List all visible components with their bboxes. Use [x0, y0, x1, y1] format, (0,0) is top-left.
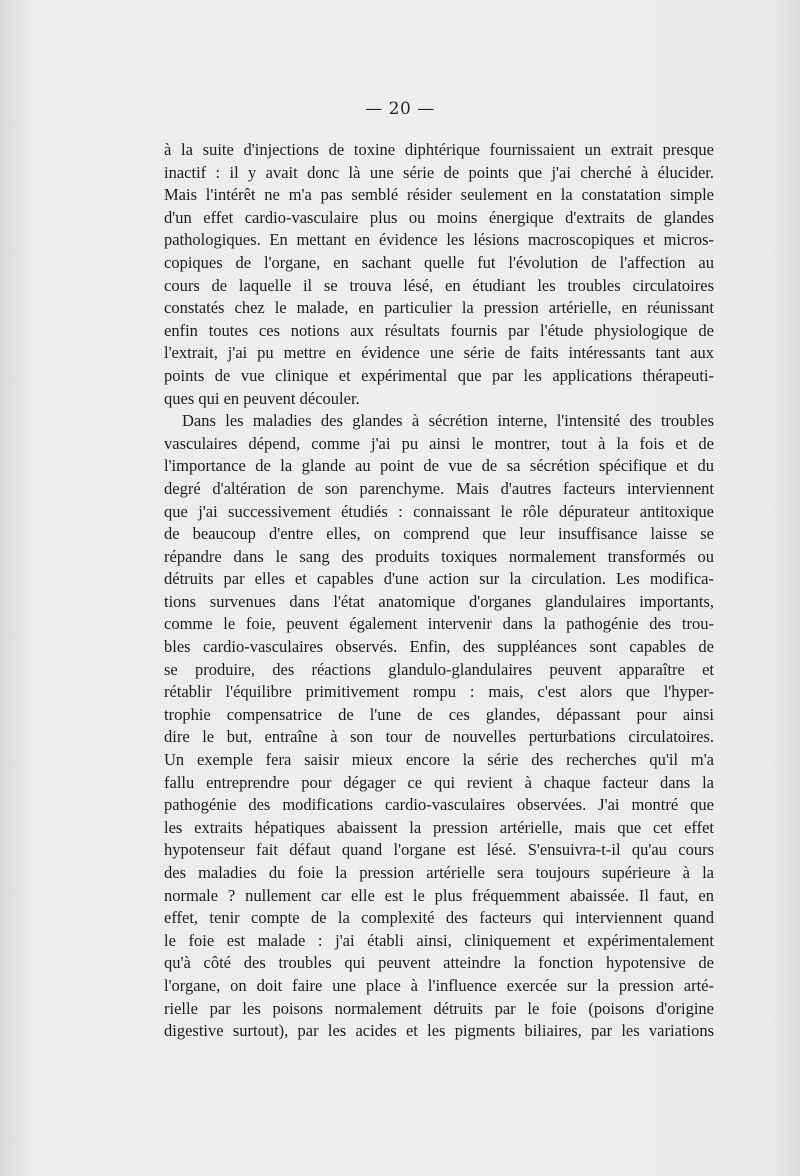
text-line: détruits par elles et capables d'une action sur la circulation. Les modifica- [164, 569, 714, 589]
text-line: se produire, des réactions glandulo-glandulaires peuvent apparaître et [164, 659, 714, 679]
text-line: cours de laquelle il se trouva lésé, en étudiant les troubles circulatoires [164, 275, 714, 295]
text-line: de beaucoup d'entre elles, on comprend que leur insuffisance laisse se [164, 524, 714, 544]
text-line: des maladies du foie la pression artérielle sera toujours supérieure à la [164, 863, 714, 882]
text-line: que j'ai successivement étudiés : connaissant le rôle dépurateur antitoxique [164, 501, 714, 521]
text-line: fallu entreprendre pour dégager ce qui revient à chaque facteur dans la [164, 772, 714, 792]
text-line: copiques de l'organe, en sachant quelle fut l'évolution de l'affection au [164, 252, 714, 272]
text-line: l'importance de la glande au point de vue de sa sécrétion spécifique et du [164, 456, 714, 476]
text-line: vasculaires dépend, comme j'ai pu ainsi le montrer, tout à la fois et de [164, 433, 714, 453]
text-line: bles cardio-vasculaires observés. Enfin, des suppléances sont capables de [164, 637, 714, 657]
text-line: pathogénie des modifications cardio-vasculaires observées. J'ai montré que [164, 795, 714, 815]
text-line: Un exemple fera saisir mieux encore la série des recherches qu'il m'a [164, 750, 714, 770]
text-line: pathologiques. En mettant en évidence les lésions macroscopiques et micros- [164, 230, 714, 250]
text-line: degré d'altération de son parenchyme. Mais d'autres facteurs interviennent [164, 478, 714, 498]
text-line: Mais l'intérêt ne m'a pas semblé résider seulement en la constatation simple [164, 185, 714, 205]
body-text [164, 139, 714, 1043]
text-line: rétablir l'équilibre primitivement rompu : mais, c'est alors que l'hyper- [164, 682, 714, 702]
page-number: — 20 — [365, 99, 435, 119]
text-line: l'extrait, j'ai pu mettre en évidence une série de faits intéressants tant aux [164, 343, 714, 363]
text-line: hypotenseur fait défaut quand l'organe est lésé. S'ensuivra-t-il qu'au cours [164, 840, 714, 860]
text-line: tions survenues dans l'état anatomique d'organes glandulaires importants, [164, 591, 714, 611]
text-line: le foie est malade : j'ai établi ainsi, cliniquement et expérimentalement [164, 930, 714, 950]
text-line: dire le but, entraîne à son tour de nouvelles perturbations circulatoires. [164, 727, 714, 747]
text-line: constatés chez le malade, en particulier la pression artérielle, en réunissant [164, 298, 714, 318]
text-line: d'un effet cardio-vasculaire plus ou moins énergique d'extraits de glandes [164, 207, 714, 227]
text-line: qu'à côté des troubles qui peuvent atteindre la fonction hypotensive de [164, 953, 714, 973]
text-line: l'organe, on doit faire une place à l'influence exercée sur la pression arté- [164, 975, 714, 995]
text-line: trophie compensatrice de l'une de ces glandes, dépassant pour ainsi [164, 704, 714, 724]
text-line: normale ? nullement car elle est le plus fréquemment abaissée. Il faut, en [164, 885, 714, 905]
text-line: inactif : il y avait donc là une série de points que j'ai cherché à élucider. [164, 162, 714, 182]
text-line: rielle par les poisons normalement détruits par le foie (poisons d'origine [164, 998, 714, 1018]
text-line: comme le foie, peuvent également intervenir dans la pathogénie des trou- [164, 614, 714, 634]
text-line: enfin toutes ces notions aux résultats fournis par l'étude physiologique de [164, 320, 714, 340]
text-line: à la suite d'injections de toxine diphtérique fournissaient un extrait presque [164, 140, 714, 159]
text-line: digestive surtout), par les acides et les pigments biliaires, par les variations [164, 1021, 714, 1041]
text-line: points de vue clinique et expérimental que par les applications thérapeuti- [164, 365, 714, 385]
text-line: répandre dans le sang des produits toxiques normalement transformés ou [164, 546, 714, 566]
text-line: Dans les maladies des glandes à sécrétion interne, l'intensité des troubles [182, 411, 714, 431]
text-line: les extraits hépatiques abaissent la pression artérielle, mais que cet effet [164, 817, 714, 837]
text-line: effet, tenir compte de la complexité des facteurs qui interviennent quand [164, 908, 714, 928]
text-line: ques qui en peuvent découler. [164, 388, 360, 408]
